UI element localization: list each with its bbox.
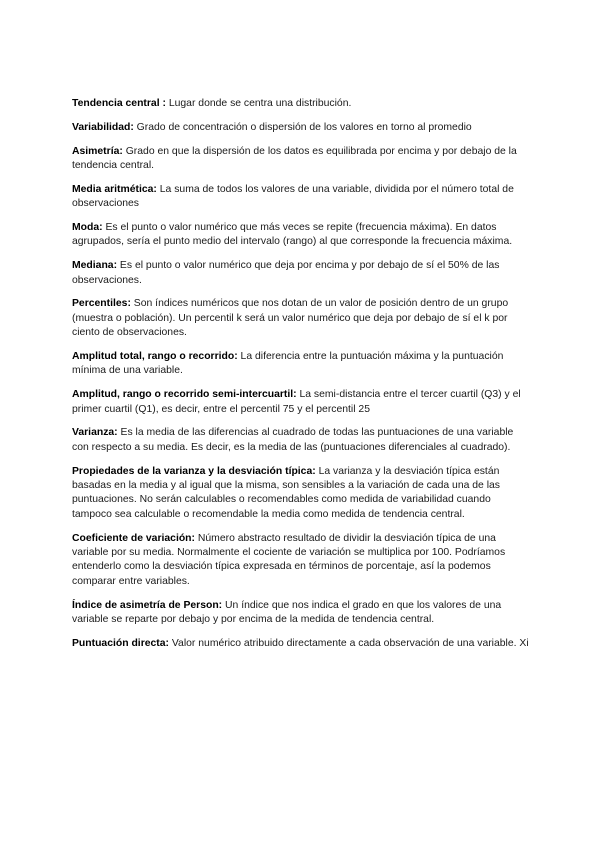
entry-definition: Son índices numéricos que nos dotan de un valor de posición dentro de un grupo (muestra o población). Un percentil k será un valor numérico que deja por debajo de sí el k por ciento de observaciones. — [72, 298, 509, 339]
entry-definition: La diferencia entre la puntuación máxima y la puntuación mínima de una variable. — [72, 351, 504, 377]
entry-term: Tendencia central : — [72, 98, 166, 109]
entry-term: Media aritmética: — [72, 183, 157, 195]
entry-definition: Es el punto o valor numérico que deja por encima y por debajo de sí el 50% de las observaciones. — [72, 260, 500, 286]
entry-definition: La semi-distancia entre el tercer cuartil (Q3) y el primer cuartil (Q1), es decir, entre el percentil 75 y el percentil 25 — [72, 389, 521, 415]
entry-term: Varianza: — [72, 427, 118, 439]
glossary-entry-varianza — [72, 426, 532, 455]
entry-term: Asimetría: — [72, 145, 123, 157]
entry-definition: Es el punto o valor numérico que más veces se repite (frecuencia máxima). En datos agrupados, sería el punto medio del intervalo (rango) al que corresponde la frecuencia máxima. — [72, 222, 513, 248]
glossary-entry-asimetria — [72, 145, 532, 174]
glossary-entry-variabilidad — [72, 121, 532, 135]
entry-definition: Grado en que la dispersión de los datos es equilibrada por encima y por debajo de la tendencia central. — [72, 145, 517, 171]
entry-term: Propiedades de la varianza y la desviación típica: — [72, 465, 316, 477]
entry-term: Amplitud total, rango o recorrido: — [72, 351, 238, 363]
glossary-entry-amplitud-total — [72, 350, 532, 379]
entry-term: Puntuación directa: — [72, 637, 169, 649]
glossary-entry-indice-asimetria — [72, 599, 532, 628]
entry-definition: La suma de todos los valores de una variable, dividida por el número total de observaciones — [72, 183, 514, 210]
entry-definition: Un índice que nos indica el grado en que los valores de una variable se reparte por debajo y por encima de la medida de tendencia central. — [72, 599, 502, 626]
entry-term: Percentiles: — [72, 298, 131, 310]
entry-definition: La varianza y la desviación típica están basadas en la media y al igual que la misma, son sensibles a la variación de cada una de las puntuaciones. No serán calculables o recomendables como medida de variabilidad cuando tampoco sea calculable o recomendable la media como medida de tendencia central. — [72, 465, 501, 520]
glossary-entry-amplitud-semi-intercuartil — [72, 388, 532, 417]
entry-term: Amplitud, rango o recorrido semi-intercuartil: — [72, 389, 297, 401]
entry-definition: Grado de concentración o dispersión de los valores en torno al promedio — [133, 121, 472, 133]
entry-definition: Número abstracto resultado de dividir la desviación típica de una variable por su media. Normalmente el cociente de variación se multiplica por 100. Podríamos entenderlo como la desviación típica expresada en términos de porcentaje, así la podemos comparar entre variables. — [72, 532, 506, 587]
entry-term: Mediana: — [72, 260, 118, 272]
glossary-entry-coeficiente-variacion — [72, 532, 532, 590]
glossary-entry-moda — [72, 221, 532, 250]
glossary-entry-puntuacion-directa — [72, 637, 532, 651]
glossary-entry-tendencia-central — [72, 97, 532, 111]
glossary-entry-mediana — [72, 259, 532, 288]
entry-definition: Lugar donde se centra una distribución. — [165, 98, 352, 109]
entry-term: Índice de asimetría de Person: — [72, 599, 223, 611]
glossary-entry-propiedades-varianza — [72, 465, 532, 523]
entry-term: Variabilidad: — [72, 121, 134, 133]
entry-definition: Es la media de las diferencias al cuadrado de todas las puntuaciones de una variable con respecto a su media. Es decir, es la media de las (puntuaciones diferenciales al cuadrado). — [72, 427, 514, 453]
glossary — [72, 97, 532, 661]
entry-term: Coeficiente de variación: — [72, 532, 195, 544]
entry-term: Moda: — [72, 222, 103, 233]
glossary-entry-percentiles — [72, 297, 532, 340]
entry-definition: Valor numérico atribuido directamente a cada observación de una variable. Xi — [169, 637, 529, 649]
glossary-entry-media-aritmetica — [72, 183, 532, 212]
